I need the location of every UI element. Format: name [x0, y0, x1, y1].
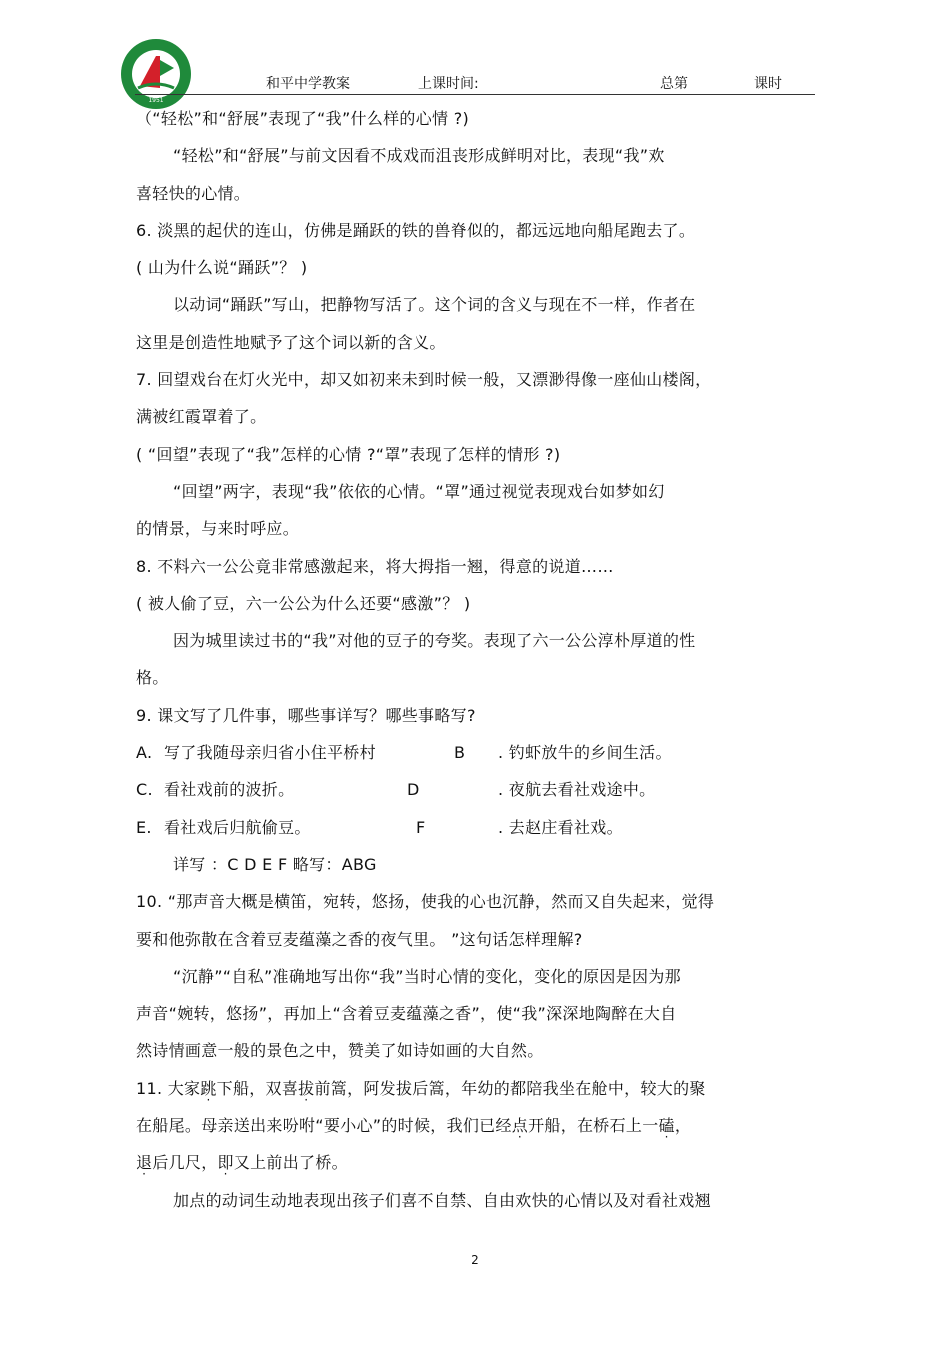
text-line: 的情景，与来时呼应。 — [136, 519, 300, 539]
text-line: 然诗情画意一般的景色之中，赞美了如诗如画的大自然。 — [136, 1041, 544, 1061]
emphasis-word — [136, 1153, 152, 1172]
emphasis-dot — [512, 1132, 528, 1142]
text-line: 满被红霞罩着了。 — [136, 407, 267, 427]
emphasis-word — [659, 1116, 675, 1135]
header-rule — [135, 94, 815, 95]
option-letter: F — [416, 817, 426, 837]
question-6: 6. 淡黑的起伏的连山，仿佛是踊跃的铁的兽脊似的，都远远地向船尾跑去了。 — [136, 220, 696, 240]
text-segment: 后几尺， — [152, 1153, 218, 1173]
text-line: “回望”两字，表现“我”依依的心情。“罩”通过视觉表现戏台如梦如幻 — [173, 481, 665, 501]
emphasis-dot — [218, 1169, 234, 1179]
emphasis-text: 跳 — [200, 1078, 217, 1098]
option-text: . 去赵庄看社戏。 — [498, 817, 623, 837]
text-segment: 下船，双喜 — [216, 1078, 299, 1098]
text-line: ( “回望”表现了“我”怎样的心情 ?“罩”表现了怎样的情形 ?) — [136, 444, 561, 464]
emphasis-word — [200, 1079, 216, 1098]
option-text: . 夜航去看社戏途中。 — [498, 780, 656, 800]
emphasis-text: 退 — [136, 1153, 153, 1173]
option-letter: A. — [136, 743, 153, 763]
emphasis-dot — [136, 1169, 152, 1179]
text-line — [136, 1107, 816, 1144]
text-line: 这里是创造性地赋予了这个词以新的含义。 — [136, 332, 446, 352]
emphasis-text: 点 — [511, 1116, 529, 1136]
text-line: 因为城里读过书的“我”对他的豆子的夸奖。表现了六一公公淳朴厚道的性 — [173, 631, 696, 651]
document-body — [136, 100, 816, 1219]
option-letter: D — [407, 780, 420, 800]
question-7: 7. 回望戏台在灯火光中，却又如初来未到时候一般，又漂渺得像一座仙山楼阁， — [136, 370, 712, 390]
text-line: 格。 — [136, 668, 169, 688]
text-line: ( 山为什么说“踊跃”？ ) — [136, 258, 308, 278]
text-segment: ， — [674, 1116, 692, 1136]
emphasis-word — [298, 1079, 314, 1098]
option-row — [136, 771, 816, 808]
text-line: ( 被人偷了豆，六一公公为什么还要“感激”？ ) — [136, 593, 471, 613]
emphasis-text: 即 — [217, 1153, 234, 1173]
question-8: 8. 不料六一公公竟非常感激起来，将大拇指一翘，得意的说道…… — [136, 556, 614, 576]
text-line: （“轻松”和“舒展”表现了“我”什么样的心情 ?) — [136, 109, 470, 128]
text-line: 声音“婉转，悠扬”，再加上“含着豆麦蕴藻之香”，使“我”深深地陶醉在大自 — [136, 1004, 677, 1024]
question-10: 10. “那声音大概是横笛，宛转，悠扬，使我的心也沉静，然而又自失起来，觉得 — [136, 892, 715, 912]
option-text: 写了我随母亲归省小住平桥村 — [164, 743, 376, 763]
text-line: 喜轻快的心情。 — [136, 183, 251, 203]
question-11 — [136, 1070, 816, 1107]
question-9: 9. 课文写了几件事，哪些事详写？哪些事略写? — [136, 705, 476, 725]
text-segment: 在船尾。母亲送出来吩咐“要小心”的时候，我们已经 — [136, 1116, 512, 1136]
option-letter: C. — [136, 780, 153, 800]
header-class-time: 上课时间: — [418, 76, 479, 92]
option-text: 看社戏后归航偷豆。 — [164, 817, 311, 837]
text-line: 要和他弥散在含着豆麦蕴藻之香的夜气里。 ”这句话怎样理解? — [136, 929, 583, 949]
emphasis-text: 磕 — [658, 1116, 675, 1136]
emphasis-dot — [298, 1095, 314, 1105]
option-row — [136, 734, 816, 771]
emphasis-dot — [200, 1095, 216, 1105]
option-row — [136, 809, 816, 846]
logo-year: 1951 — [148, 97, 164, 104]
emphasis-dot — [659, 1132, 675, 1142]
text-segment: 11. 大家 — [136, 1078, 201, 1098]
emphasis-word — [218, 1153, 234, 1172]
text-segment: 前篙，阿发拔后篙，年幼的都陪我坐在舱中，较大的聚 — [314, 1078, 706, 1098]
text-line: 以动词“踊跃”写山，把静物写活了。这个词的含义与现在不一样，作者在 — [173, 295, 696, 315]
answer-11: 加点的动词生动地表现出孩子们喜不自禁、自由欢快的心情以及对看社戏翘 — [173, 1190, 711, 1210]
option-letter: E. — [136, 817, 152, 837]
header-total: 总第 — [660, 76, 688, 92]
text-line — [136, 1144, 816, 1181]
text-line: “沉静”“自私”准确地写出你“我”当时心情的变化，变化的原因是因为那 — [173, 966, 681, 986]
text-segment: 又上前出了桥。 — [233, 1153, 348, 1173]
answer-9: 详写 ：C D E F 略写：ABG — [173, 854, 377, 874]
text-segment: 开船，在桥石上一 — [528, 1116, 659, 1136]
header-lesson: 课时 — [754, 76, 782, 92]
emphasis-text: 拔 — [298, 1078, 315, 1098]
option-text: . 钓虾放牛的乡间生活。 — [498, 743, 672, 763]
option-letter: B — [454, 743, 466, 763]
option-text: 看社戏前的波折。 — [164, 780, 295, 800]
text-line: “轻松”和“舒展”与前文因看不成戏而沮丧形成鲜明对比，表现“我”欢 — [173, 146, 665, 166]
header-school-lesson: 和平中学教案 — [266, 76, 350, 92]
emphasis-word — [512, 1116, 528, 1135]
page-number: 2 — [471, 1253, 479, 1267]
